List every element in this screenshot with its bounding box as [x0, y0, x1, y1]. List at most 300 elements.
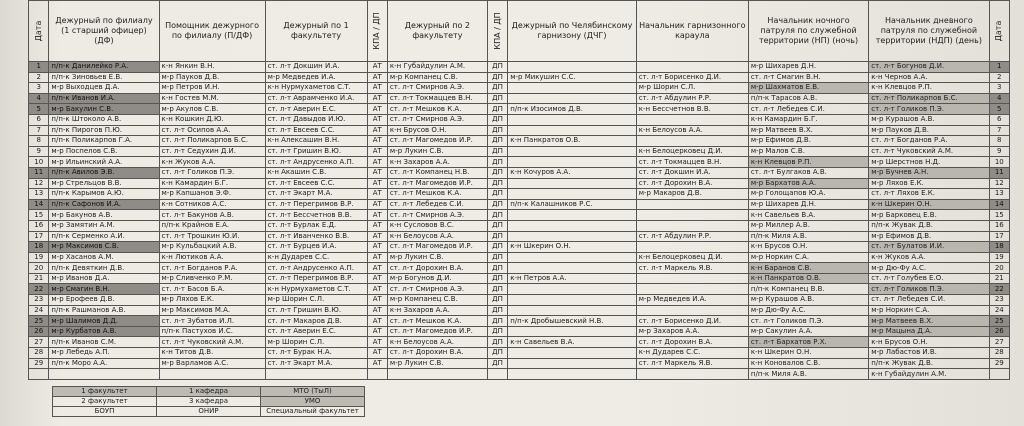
table-row [29, 157, 1010, 168]
garrison-duty-cell [508, 189, 636, 200]
day-patrol-cell: п/п-к Жувак Д.В. [869, 358, 989, 369]
legend-cell: 1 кафедра [157, 387, 261, 397]
garrison-duty-cell [508, 358, 636, 369]
kpa-2-cell: ДП [487, 252, 507, 263]
kpa-1-cell: АТ [367, 178, 387, 189]
date-right-cell: 11 [989, 167, 1009, 178]
duty-faculty-1-cell: м-р Шорин С.Л. [265, 337, 367, 348]
legend-cell: 2 факультет [53, 397, 157, 407]
garrison-guard-chief-cell: ст. л-т Абдулин Р.Р. [636, 231, 748, 242]
duty-faculty-1-cell: ст. л-т Экарт М.А. [265, 189, 367, 200]
legend-row [53, 397, 365, 407]
night-patrol-cell: м-р Бархатов А.А. [748, 178, 868, 189]
duty-faculty-1-cell: ст. л-т Давыдов И.Ю. [265, 114, 367, 125]
kpa-2-cell: ДП [487, 220, 507, 231]
kpa-1-cell [367, 369, 387, 380]
garrison-duty-cell [508, 93, 636, 104]
header-garrison-guard-chief: Начальник гарнизонного караула [636, 1, 748, 62]
garrison-guard-chief-cell: ст. л-т Дорохин В.А. [636, 337, 748, 348]
assistant-duty-officer-cell: м-р Кульбацкий А.В. [159, 242, 265, 253]
date-right-cell: 6 [989, 114, 1009, 125]
assistant-duty-officer-cell: ст. л-т Седухин Д.И. [159, 146, 265, 157]
assistant-duty-officer-cell: ст. л-т Басов Б.А. [159, 284, 265, 295]
duty-faculty-2-cell: ст. л-т Магомедов И.Р. [387, 178, 487, 189]
duty-officer-branch-cell [49, 369, 159, 380]
duty-officer-branch-cell: м-р Ильинский А.А. [49, 157, 159, 168]
garrison-guard-chief-cell: м-р Медведев И.А. [636, 295, 748, 306]
duty-faculty-2-cell: м-р Компанец С.В. [387, 295, 487, 306]
day-patrol-cell: ст. л-т Голиков П.Э. [869, 104, 989, 115]
kpa-1-cell: АТ [367, 125, 387, 136]
night-patrol-cell: ст. л-т Смагин В.Н. [748, 72, 868, 83]
day-patrol-cell: к-н Брусов О.Н. [869, 337, 989, 348]
date-cell: 6 [29, 114, 49, 125]
garrison-duty-cell [508, 157, 636, 168]
date-right-cell: 12 [989, 178, 1009, 189]
garrison-guard-chief-cell: к-н Бессчетнов В.В. [636, 104, 748, 115]
kpa-2-cell: ДП [487, 114, 507, 125]
table-row [29, 284, 1010, 295]
night-patrol-cell: п/п-к Компанец В.В. [748, 284, 868, 295]
garrison-guard-chief-cell [636, 242, 748, 253]
date-cell: 25 [29, 316, 49, 327]
duty-officer-branch-cell: п/п-к Иванов И.А. [49, 93, 159, 104]
kpa-1-cell: АТ [367, 62, 387, 73]
garrison-guard-chief-cell: к-н Белоцерковец Д.И. [636, 252, 748, 263]
table-row [29, 348, 1010, 359]
day-patrol-cell: м-р Лабастов И.В. [869, 348, 989, 359]
duty-faculty-2-cell: к-н Белоусов А.А. [387, 231, 487, 242]
assistant-duty-officer-cell: м-р Варламов А.С. [159, 358, 265, 369]
date-cell: 15 [29, 210, 49, 221]
duty-faculty-1-cell: ст. л-т Бессчетнов В.В. [265, 210, 367, 221]
kpa-2-cell: ДП [487, 263, 507, 274]
day-patrol-cell: к-н Губайдулин А.М. [869, 369, 989, 380]
garrison-duty-cell [508, 146, 636, 157]
duty-faculty-2-cell: ст. л-т Смирнов А.Э. [387, 83, 487, 94]
kpa-2-cell [487, 369, 507, 380]
day-patrol-cell: к-н Клевцов Р.П. [869, 83, 989, 94]
header-date: Дата [29, 1, 49, 62]
duty-faculty-1-cell: ст. л-т Евсеев С.С. [265, 125, 367, 136]
garrison-duty-cell [508, 62, 636, 73]
kpa-2-cell: ДП [487, 125, 507, 136]
night-patrol-cell: к-н Брусов О.Н. [748, 242, 868, 253]
night-patrol-cell: к-н Шкерин О.Н. [748, 348, 868, 359]
garrison-duty-cell: к-н Шкерин О.Н. [508, 242, 636, 253]
garrison-guard-chief-cell [636, 114, 748, 125]
date-right-cell: 16 [989, 220, 1009, 231]
day-patrol-cell: ст. л-т Ляхов Е.К. [869, 189, 989, 200]
garrison-guard-chief-cell: ст. л-т Борисенко Д.И. [636, 72, 748, 83]
kpa-2-cell: ДП [487, 167, 507, 178]
duty-officer-branch-cell: п/п-к Серменко А.И. [49, 231, 159, 242]
garrison-duty-cell [508, 263, 636, 274]
date-cell: 27 [29, 337, 49, 348]
header-row [29, 1, 1010, 62]
date-right-cell: 10 [989, 157, 1009, 168]
header-duty-faculty-1: Дежурный по 1 факультету [265, 1, 367, 62]
day-patrol-cell: м-р Дю-Фу А.С. [869, 263, 989, 274]
duty-faculty-2-cell: м-р Лукин С.В. [387, 358, 487, 369]
kpa-2-cell: ДП [487, 93, 507, 104]
table-row [29, 167, 1010, 178]
duty-faculty-2-cell: к-н Захаров А.А. [387, 157, 487, 168]
duty-faculty-1-cell: м-р Медведев И.А. [265, 72, 367, 83]
assistant-duty-officer-cell: м-р Максимов М.А. [159, 305, 265, 316]
assistant-duty-officer-cell: ст. л-т Осипов А.А. [159, 125, 265, 136]
header-kpa-1: КПА / ДП [367, 1, 387, 62]
duty-faculty-2-cell: ст. л-т Магомедов И.Р. [387, 326, 487, 337]
legend-cell: МТО (ТыЛ) [261, 387, 365, 397]
kpa-2-cell: ДП [487, 199, 507, 210]
kpa-1-cell: АТ [367, 83, 387, 94]
table-row [29, 316, 1010, 327]
duty-officer-branch-cell: м-р Иванов Д.А. [49, 273, 159, 284]
day-patrol-cell: ст. л-т Чуковский А.М. [869, 146, 989, 157]
kpa-2-cell: ДП [487, 178, 507, 189]
date-cell: 3 [29, 83, 49, 94]
assistant-duty-officer-cell: ст. л-т Бакунов А.В. [159, 210, 265, 221]
kpa-2-cell: ДП [487, 326, 507, 337]
day-patrol-cell: к-н Шкерин О.Н. [869, 199, 989, 210]
day-patrol-cell: м-р Шерстнов Н.Д. [869, 157, 989, 168]
table-row [29, 125, 1010, 136]
table-row [29, 199, 1010, 210]
date-right-cell: 9 [989, 146, 1009, 157]
assistant-duty-officer-cell: к-н Гостев М.М. [159, 93, 265, 104]
table-row [29, 210, 1010, 221]
garrison-duty-cell: к-н Петров А.А. [508, 273, 636, 284]
duty-officer-branch-cell: м-р Поспелов С.В. [49, 146, 159, 157]
garrison-guard-chief-cell: ст. л-т Борисенко Д.И. [636, 316, 748, 327]
kpa-1-cell: АТ [367, 305, 387, 316]
duty-officer-branch-cell: п/п-к Зиновьев Е.В. [49, 72, 159, 83]
garrison-guard-chief-cell [636, 305, 748, 316]
garrison-guard-chief-cell: м-р Шорин С.Л. [636, 83, 748, 94]
duty-officer-branch-cell: м-р Бакунов А.В. [49, 210, 159, 221]
garrison-guard-chief-cell [636, 62, 748, 73]
garrison-duty-cell [508, 305, 636, 316]
table-row [29, 263, 1010, 274]
garrison-duty-cell [508, 178, 636, 189]
assistant-duty-officer-cell: ст. л-т Чуковский А.М. [159, 337, 265, 348]
assistant-duty-officer-cell: п/п-к Пастухов И.С. [159, 326, 265, 337]
header-duty-officer-branch: Дежурный по филиалу (1 старший офицер) (ДФ) [49, 1, 159, 62]
date-right-cell: 20 [989, 263, 1009, 274]
duty-schedule-table [28, 0, 1010, 380]
garrison-duty-cell: п/п-к Дробышевский Н.В. [508, 316, 636, 327]
table-row [29, 326, 1010, 337]
table-row [29, 104, 1010, 115]
date-cell: 10 [29, 157, 49, 168]
garrison-guard-chief-cell: к-н Белоцерковец Д.И. [636, 146, 748, 157]
table-row [29, 136, 1010, 147]
date-right-cell [989, 369, 1009, 380]
legend-cell: ОНИР [157, 407, 261, 417]
day-patrol-cell: м-р Мацына Д.А. [869, 326, 989, 337]
date-cell: 2 [29, 72, 49, 83]
garrison-guard-chief-cell [636, 199, 748, 210]
night-patrol-cell: м-р Матвеев В.Х. [748, 125, 868, 136]
table-row [29, 178, 1010, 189]
date-right-cell: 3 [989, 83, 1009, 94]
kpa-2-cell: ДП [487, 72, 507, 83]
legend-cell: 1 факультет [53, 387, 157, 397]
kpa-2-cell: ДП [487, 284, 507, 295]
header-assistant-duty-officer: Помощник дежурного по филиалу (П/ДФ) [159, 1, 265, 62]
night-patrol-cell: к-н Клевцов Р.П. [748, 157, 868, 168]
night-patrol-cell: ст. л-т Булгаков А.В. [748, 167, 868, 178]
garrison-duty-cell [508, 348, 636, 359]
duty-faculty-1-cell: ст. л-т Бурак Н.А. [265, 348, 367, 359]
night-patrol-cell: ст. л-т Голиков П.Э. [748, 316, 868, 327]
day-patrol-cell: м-р Пауков Д.В. [869, 125, 989, 136]
table-row [29, 93, 1010, 104]
date-right-cell: 22 [989, 284, 1009, 295]
date-cell: 20 [29, 263, 49, 274]
duty-faculty-2-cell: ст. л-т Мешков К.А. [387, 316, 487, 327]
date-cell: 13 [29, 189, 49, 200]
header-garrison-duty: Дежурный по Челябинскому гарнизону (ДЧГ) [508, 1, 636, 62]
date-right-cell: 15 [989, 210, 1009, 221]
day-patrol-cell: м-р Курашов А.В. [869, 114, 989, 125]
kpa-1-cell: АТ [367, 231, 387, 242]
date-cell: 12 [29, 178, 49, 189]
table-row [29, 189, 1010, 200]
date-right-cell: 4 [989, 93, 1009, 104]
duty-officer-branch-cell: п/п-к Поликарпов Г.А. [49, 136, 159, 147]
garrison-guard-chief-cell [636, 273, 748, 284]
duty-faculty-1-cell: ст. л-т Перегримов В.Р. [265, 199, 367, 210]
date-right-cell: 24 [989, 305, 1009, 316]
duty-faculty-2-cell: ст. л-т Смирнов А.Э. [387, 210, 487, 221]
duty-officer-branch-cell: м-р Максимов С.В. [49, 242, 159, 253]
duty-faculty-1-cell: к-н Нурмухаметов С.Т. [265, 83, 367, 94]
table-row [29, 146, 1010, 157]
night-patrol-cell: п/п-к Миля А.В. [748, 369, 868, 380]
date-right-cell: 8 [989, 136, 1009, 147]
night-patrol-cell: м-р Голощапов Ю.А. [748, 189, 868, 200]
date-cell: 17 [29, 231, 49, 242]
assistant-duty-officer-cell: м-р Акулов С.В. [159, 104, 265, 115]
duty-faculty-2-cell: к-н Захаров А.А. [387, 305, 487, 316]
garrison-duty-cell [508, 114, 636, 125]
garrison-guard-chief-cell [636, 369, 748, 380]
duty-faculty-1-cell: ст. л-т Андрусенко А.П. [265, 157, 367, 168]
night-patrol-cell: к-н Камардин Б.Г. [748, 114, 868, 125]
kpa-1-cell: АТ [367, 210, 387, 221]
table-row [29, 337, 1010, 348]
day-patrol-cell: ст. л-т Булатов И.И. [869, 242, 989, 253]
date-cell: 29 [29, 358, 49, 369]
kpa-2-cell: ДП [487, 189, 507, 200]
duty-faculty-1-cell: к-н Дударев С.С. [265, 252, 367, 263]
assistant-duty-officer-cell: ст. л-т Трошкин Ю.И. [159, 231, 265, 242]
night-patrol-cell: м-р Ефимов Д.В. [748, 136, 868, 147]
table-row [29, 305, 1010, 316]
assistant-duty-officer-cell: м-р Пауков Д.В. [159, 72, 265, 83]
garrison-duty-cell: к-н Кочуров А.А. [508, 167, 636, 178]
assistant-duty-officer-cell: м-р Капшанов Э.Ф. [159, 189, 265, 200]
night-patrol-cell: к-н Баранов С.В. [748, 263, 868, 274]
kpa-2-cell: ДП [487, 295, 507, 306]
kpa-1-cell: АТ [367, 104, 387, 115]
garrison-duty-cell [508, 326, 636, 337]
duty-officer-branch-cell: м-р Лебедь А.П. [49, 348, 159, 359]
assistant-duty-officer-cell: к-н Жуков А.А. [159, 157, 265, 168]
kpa-1-cell: АТ [367, 157, 387, 168]
duty-faculty-2-cell: ст. л-т Компанец Н.В. [387, 167, 487, 178]
duty-officer-branch-cell: п/п-к Данилейко Р.А. [49, 62, 159, 73]
table-row [29, 273, 1010, 284]
day-patrol-cell: м-р Бучнев А.Н. [869, 167, 989, 178]
duty-officer-branch-cell: п/п-к Авилов Э.В. [49, 167, 159, 178]
night-patrol-cell: м-р Шахматов Е.В. [748, 83, 868, 94]
duty-faculty-1-cell: ст. л-т Иванченко В.В. [265, 231, 367, 242]
kpa-1-cell: АТ [367, 220, 387, 231]
garrison-duty-cell: п/п-к Калашников Р.С. [508, 199, 636, 210]
date-right-cell: 27 [989, 337, 1009, 348]
date-right-cell: 17 [989, 231, 1009, 242]
garrison-guard-chief-cell: м-р Захаров А.А. [636, 326, 748, 337]
table-row [29, 72, 1010, 83]
date-cell: 19 [29, 252, 49, 263]
date-cell: 28 [29, 348, 49, 359]
date-right-cell: 7 [989, 125, 1009, 136]
duty-faculty-1-cell: ст. л-т Аверин Е.С. [265, 104, 367, 115]
day-patrol-cell: ст. л-т Богунов Д.И. [869, 62, 989, 73]
night-patrol-cell: п/п-к Тарасов А.В. [748, 93, 868, 104]
duty-faculty-1-cell: ст. л-т Экарт М.А. [265, 358, 367, 369]
duty-officer-branch-cell: м-р Ерофеев Д.В. [49, 295, 159, 306]
date-right-cell: 18 [989, 242, 1009, 253]
duty-officer-branch-cell: м-р Стрельцов В.В. [49, 178, 159, 189]
duty-faculty-1-cell: ст. л-т Гришин В.Ю. [265, 146, 367, 157]
kpa-2-cell: ДП [487, 136, 507, 147]
assistant-duty-officer-cell: к-н Кошкин Д.Ю. [159, 114, 265, 125]
kpa-2-cell: ДП [487, 316, 507, 327]
night-patrol-cell: к-н Панкратов О.В. [748, 273, 868, 284]
night-patrol-cell: к-н Коновалов С.В. [748, 358, 868, 369]
kpa-1-cell: АТ [367, 199, 387, 210]
kpa-1-cell: АТ [367, 263, 387, 274]
assistant-duty-officer-cell: м-р Ляхов Е.К. [159, 295, 265, 306]
garrison-guard-chief-cell: ст. л-т Дорохин В.А. [636, 178, 748, 189]
duty-faculty-1-cell [265, 369, 367, 380]
duty-officer-branch-cell: п/п-к Сафонов И.А. [49, 199, 159, 210]
kpa-1-cell: АТ [367, 93, 387, 104]
night-patrol-cell: ст. л-т Лебедев С.И. [748, 104, 868, 115]
duty-officer-branch-cell: м-р Бакулин С.В. [49, 104, 159, 115]
duty-officer-branch-cell: м-р Курбатов А.В. [49, 326, 159, 337]
table-row [29, 220, 1010, 231]
date-cell: 5 [29, 104, 49, 115]
duty-faculty-2-cell: ст. л-т Токмаццев В.Н. [387, 93, 487, 104]
night-patrol-cell: м-р Сакулин А.А. [748, 326, 868, 337]
day-patrol-cell: ст. л-т Поликарпов Б.С. [869, 93, 989, 104]
duty-officer-branch-cell: п/п-к Штоколо А.В. [49, 114, 159, 125]
date-cell: 26 [29, 326, 49, 337]
assistant-duty-officer-cell: к-н Лютиков А.А. [159, 252, 265, 263]
date-right-cell: 5 [989, 104, 1009, 115]
duty-faculty-2-cell: ст. л-т Смирнов А.Э. [387, 114, 487, 125]
kpa-1-cell: АТ [367, 284, 387, 295]
duty-officer-branch-cell: м-р Выходцев Д.А. [49, 83, 159, 94]
garrison-duty-cell [508, 220, 636, 231]
date-right-cell: 21 [989, 273, 1009, 284]
garrison-guard-chief-cell: ст. л-т Токмаццев В.Н. [636, 157, 748, 168]
date-cell: 16 [29, 220, 49, 231]
footer-legend-table [52, 386, 365, 417]
legend-cell: 3 кафедра [157, 397, 261, 407]
garrison-guard-chief-cell [636, 284, 748, 295]
legend-cell: УМО [261, 397, 365, 407]
day-patrol-cell: к-н Чернов А.А. [869, 72, 989, 83]
night-patrol-cell: м-р Курашов А.В. [748, 295, 868, 306]
night-patrol-cell: м-р Дю-Фу А.С. [748, 305, 868, 316]
date-cell: 8 [29, 136, 49, 147]
day-patrol-cell: ст. л-т Лебедев С.И. [869, 295, 989, 306]
kpa-2-cell: ДП [487, 337, 507, 348]
night-patrol-cell: м-р Шихарев Д.Н. [748, 62, 868, 73]
kpa-1-cell: АТ [367, 242, 387, 253]
duty-faculty-2-cell: м-р Лукин С.В. [387, 146, 487, 157]
table-row [29, 231, 1010, 242]
table-row [29, 252, 1010, 263]
day-patrol-cell: м-р Барковец Е.В. [869, 210, 989, 221]
date-cell: 7 [29, 125, 49, 136]
kpa-2-cell: ДП [487, 210, 507, 221]
kpa-2-cell: ДП [487, 146, 507, 157]
garrison-duty-cell [508, 231, 636, 242]
kpa-2-cell: ДП [487, 358, 507, 369]
duty-faculty-2-cell: м-р Богунов Д.И. [387, 273, 487, 284]
assistant-duty-officer-cell: к-н Титов Д.В. [159, 348, 265, 359]
duty-faculty-2-cell: м-р Компанец С.В. [387, 72, 487, 83]
duty-officer-branch-cell: п/п-к Иванов С.М. [49, 337, 159, 348]
assistant-duty-officer-cell: м-р Петров И.Н. [159, 83, 265, 94]
duty-officer-branch-cell: п/п-к Девяткин Д.В. [49, 263, 159, 274]
header-night-patrol: Начальник ночного патруля по служебной территории (НП) (ночь) [748, 1, 868, 62]
kpa-1-cell: АТ [367, 167, 387, 178]
duty-officer-branch-cell: м-р Хасанов А.М. [49, 252, 159, 263]
night-patrol-cell: ст. л-т Бархатов Р.Х. [748, 337, 868, 348]
day-patrol-cell: м-р Норкин С.А. [869, 305, 989, 316]
duty-faculty-2-cell: к-н Брусов О.Н. [387, 125, 487, 136]
duty-faculty-1-cell: ст. л-т Аверин Е.С. [265, 326, 367, 337]
duty-faculty-2-cell: ст. л-т Дорохин В.А. [387, 348, 487, 359]
duty-faculty-2-cell: к-н Губайдулин А.М. [387, 62, 487, 73]
assistant-duty-officer-cell: ст. л-т Поликарпов Б.С. [159, 136, 265, 147]
duty-officer-branch-cell: п/п-к Карымов А.Ю. [49, 189, 159, 200]
garrison-duty-cell [508, 210, 636, 221]
garrison-duty-cell [508, 252, 636, 263]
night-patrol-cell: м-р Миллер А.В. [748, 220, 868, 231]
date-cell: 18 [29, 242, 49, 253]
day-patrol-cell: ст. л-т Голубев Е.О. [869, 273, 989, 284]
duty-faculty-1-cell: ст. л-т Андрусенко А.П. [265, 263, 367, 274]
table-row [29, 358, 1010, 369]
kpa-2-cell: ДП [487, 104, 507, 115]
duty-faculty-2-cell: к-н Сусловов В.С. [387, 220, 487, 231]
header-kpa-2: КПА / ДП [487, 1, 507, 62]
garrison-guard-chief-cell: ст. л-т Абдулин Р.Р. [636, 93, 748, 104]
date-right-cell: 29 [989, 358, 1009, 369]
assistant-duty-officer-cell: к-н Сотников А.С. [159, 199, 265, 210]
date-cell [29, 369, 49, 380]
legend-cell: БОУП [53, 407, 157, 417]
